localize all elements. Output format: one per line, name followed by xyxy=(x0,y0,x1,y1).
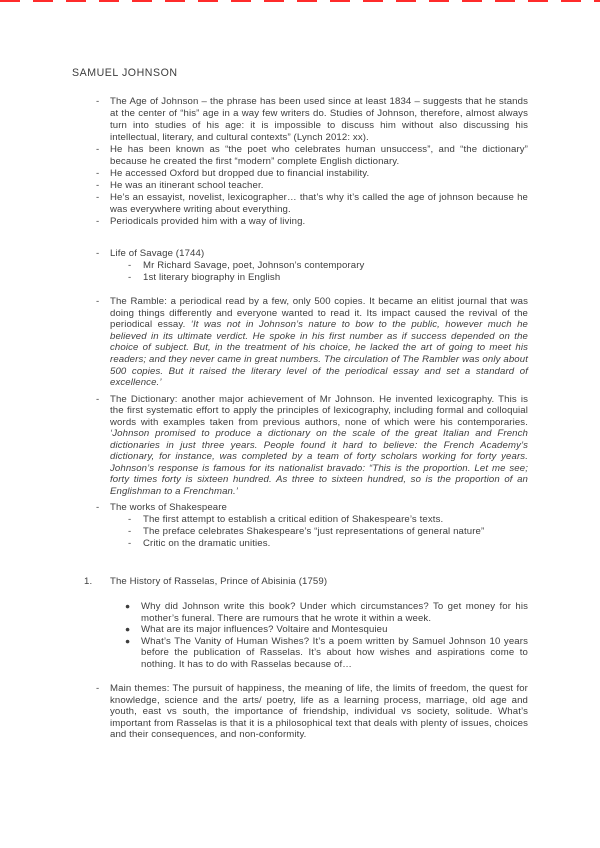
sub-list-item-text: Mr Richard Savage, poet, Johnson’s contemporary xyxy=(143,260,365,271)
themes-item xyxy=(96,683,528,741)
ramble-quote: ‘It was not in Johnson’s nature to bow to the public, however much he believed in its ultimate verdict. He spoke in his first number as if success depended on the choice of subject. But, in the treatment of his choice, he lacked the art of going to meet his readers; and they never came in great numbers. The circulation of The Rambler was only about 500 copies. But it raised the literary level of the periodical essay and set a standard of excellence.’ xyxy=(110,319,528,389)
dash-marker: - xyxy=(96,96,100,107)
sub-list-item xyxy=(128,272,528,284)
bullet-item xyxy=(125,601,528,624)
sub-list-item-text: Critic on the dramatic unities. xyxy=(143,537,271,549)
dash-marker: - xyxy=(128,260,132,271)
list-item xyxy=(96,248,528,260)
bullet-item-text: Why did Johnson write this book? Under which circumstances? To get money for his mother’s funeral. There are rumours that he wrote it within a week. xyxy=(141,601,528,624)
sub-list-item-text: 1st literary biography in English xyxy=(143,272,281,283)
dash-marker: - xyxy=(128,272,132,283)
dash-marker: - xyxy=(96,216,100,227)
sub-list-item-text: The preface celebrates Shakespeare’s “just representations of general nature” xyxy=(143,525,485,537)
list-item xyxy=(96,502,528,514)
dictionary-lead: The Dictionary: another major achievement of Mr Johnson. He invented lexicography. This is the first systematic effort to apply the principles of lexicography, including formal and colloquial words with examples taken from previous authors, none of which were his contemporaries. xyxy=(110,393,528,428)
number-marker: 1. xyxy=(84,575,93,587)
sub-list-item-text: The first attempt to establish a critical edition of Shakespeare’s texts. xyxy=(143,513,444,525)
list-item xyxy=(96,180,528,192)
sub-list-item xyxy=(128,538,528,550)
list-item-text: He accessed Oxford but dropped due to financial instability. xyxy=(110,168,370,179)
bullet-item xyxy=(125,624,528,636)
dash-marker: - xyxy=(96,144,100,155)
list-item-text: He has been known as “the poet who celebrates human unsuccess”, and “the dictionary” because he created the first “modern” complete English dictionary. xyxy=(110,144,528,167)
dash-marker: - xyxy=(96,502,100,514)
list-item xyxy=(96,144,528,168)
shakespeare-heading: The works of Shakespeare xyxy=(110,502,227,514)
bullet-item-text: What are its major influences? Voltaire and Montesquieu xyxy=(141,624,388,636)
rasselas-bullet-list xyxy=(0,601,600,670)
list-item-text: He’s an essayist, novelist, lexicographer… that’s why it’s called the age of johnson because he was everywhere writing about everything. xyxy=(110,192,528,215)
page-title: SAMUEL JOHNSON xyxy=(72,67,178,79)
list-item xyxy=(96,168,528,180)
dash-marker: - xyxy=(96,248,100,259)
sub-list-item xyxy=(128,526,528,538)
sub-list-item xyxy=(128,260,528,272)
savage-section xyxy=(0,248,600,284)
bullet-marker: ● xyxy=(125,601,131,612)
dash-marker: - xyxy=(128,525,132,537)
dash-marker: - xyxy=(96,180,100,191)
dash-marker: - xyxy=(96,683,100,695)
crop-marker-line xyxy=(0,0,600,2)
dictionary-quote: ‘Johnson promised to produce a dictionary on the scale of the great Italian and French dictionaries in just three years. People found it hard to believe: the French Academy’s dictionary, for instance, was completed by a team of forty scholars working for forty years. Johnson’s response is famous for its nationalist bravado: “This is the proportion. Let me see; forty times forty is sixteen hundred. As three to sixteen hundred, so is the proportion of an Englishman to a Frenchman.’ xyxy=(110,428,528,497)
dictionary-text xyxy=(110,394,528,498)
dash-marker: - xyxy=(96,296,100,307)
list-item-text: Periodicals provided him with a way of living. xyxy=(110,216,306,227)
intro-list xyxy=(0,96,600,228)
bullet-item-text: What’s The Vanity of Human Wishes? It’s a poem written by Samuel Johnson 10 years before the publication of Rasselas. It’s about how wishes and aspirations come to nothing. It has to do with Rasselas because of… xyxy=(141,635,528,670)
ramble-text xyxy=(110,296,528,389)
bullet-marker: ● xyxy=(125,624,131,635)
dictionary-item xyxy=(96,394,528,498)
bullet-item xyxy=(125,636,528,671)
list-item xyxy=(96,96,528,144)
ramble-item xyxy=(96,296,528,389)
list-item-text: The Age of Johnson – the phrase has been used since at least 1834 – suggests that he stands at the center of “his” age in a way few writers do. Studies of Johnson, therefore, almost always turn into studies of his age: it is impossible to discuss him without also discussing his intellectual, literary, and cultural contexts” (Lynch 2012: xx). xyxy=(110,96,528,143)
list-item-text: He was an itinerant school teacher. xyxy=(110,180,264,191)
ramble-lead: The Ramble: a periodical read by a few, only 500 copies. It became an elitist journal that was doing things differently and everyone wanted to read it. Its impact caused the revival of the periodical essay. xyxy=(110,296,528,331)
dash-marker: - xyxy=(96,168,100,179)
list-item xyxy=(96,216,528,228)
dash-marker: - xyxy=(128,513,132,525)
dash-marker: - xyxy=(128,537,132,549)
dash-marker: - xyxy=(96,393,100,405)
themes-text: Main themes: The pursuit of happiness, the meaning of life, the limits of freedom, the quest for knowledge, science and the arts/ poetry, life as a learning process, marriage, old age and youth, east vs south, the importance of friendship, individual vs society, solitude. What’s important from Rasselas is that it is a philosophical text that deals with plenty of issues, choices and their consequences, and non-conformity. xyxy=(110,683,528,741)
savage-heading: Life of Savage (1744) xyxy=(110,248,205,259)
list-item xyxy=(96,192,528,216)
dash-marker: - xyxy=(96,192,100,203)
shakespeare-section xyxy=(0,502,600,550)
rasselas-heading: The History of Rasselas, Prince of Abisinia (1759) xyxy=(110,575,328,587)
sub-list-item xyxy=(128,514,528,526)
rasselas-heading-row xyxy=(84,576,528,588)
bullet-marker: ● xyxy=(125,635,131,646)
